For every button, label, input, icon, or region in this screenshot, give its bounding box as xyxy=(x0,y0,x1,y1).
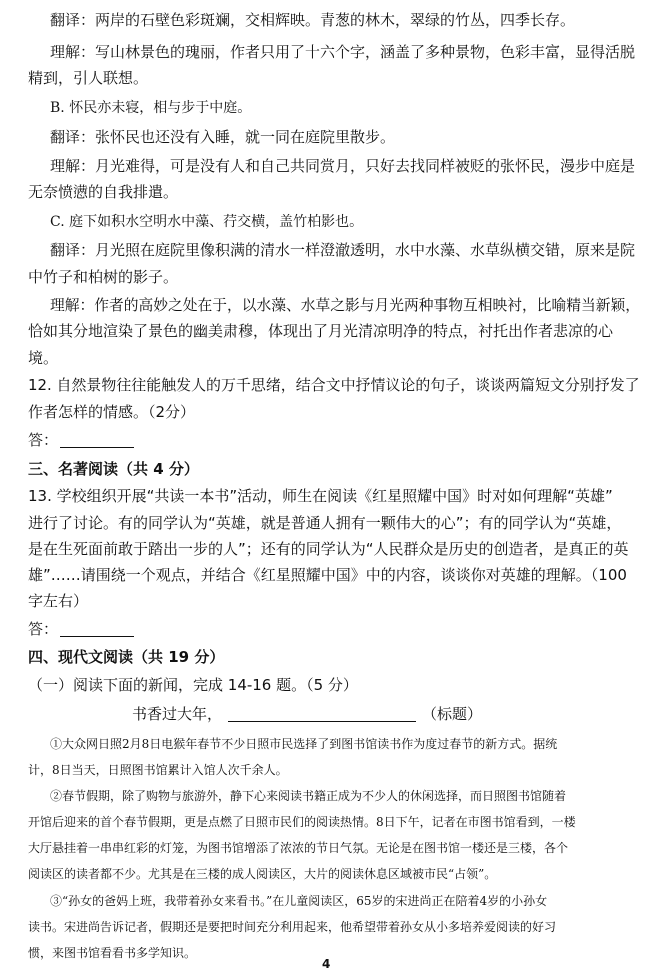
sub-section-heading: （一）阅读下面的新闻，完成 14-16 题。（5 分） xyxy=(28,676,358,694)
news-title-suffix: （标题） xyxy=(422,705,483,723)
title-blank[interactable] xyxy=(228,706,416,722)
question-text: 作者怎样的情感。（2分） xyxy=(28,403,196,421)
question-text: 13. 学校组织开展“共读一本书”活动，师生在阅读《红星照耀中国》时对如何理解“英雄” xyxy=(28,487,613,505)
analysis-line: 中竹子和柏树的影子。 xyxy=(28,268,179,286)
section-heading: 三、名著阅读（共 4 分） xyxy=(28,460,199,478)
analysis-line: 无奈愤懑的自我排遣。 xyxy=(28,183,179,201)
question-text: 是在生死面前敢于踏出一步的人”；还有的同学认为“人民群众是历史的创造者，是真正的英 xyxy=(28,540,629,558)
question-text: 字左右） xyxy=(28,592,89,610)
analysis-line: 理解：月光难得，可是没有人和自己共同赏月，只好去找同样被贬的张怀民，漫步中庭是 xyxy=(50,157,636,175)
answer-blank[interactable] xyxy=(60,621,134,637)
analysis-line: 精到，引人联想。 xyxy=(28,69,149,87)
answer-label: 答： xyxy=(28,620,59,638)
answer-row xyxy=(28,432,134,448)
news-line: 惯，来图书馆看看书多学知识。 xyxy=(28,946,197,960)
question-text: 12. 自然景物往往能触发人的万千思绪，结合文中抒情议论的句子，谈谈两篇短文分别抒发了 xyxy=(28,376,640,394)
news-line: 读书。宋进尚告诉记者，假期还是要把时间充分利用起来，他希望带着孙女从小多培养爱阅读的好习 xyxy=(28,920,557,934)
news-title-row xyxy=(132,706,482,722)
analysis-line: 理解：写山林景色的瑰丽，作者只用了十六个字，涵盖了多种景物，色彩丰富，显得活脱 xyxy=(50,43,636,61)
analysis-line: 翻译：张怀民也还没有入睡，就一同在庭院里散步。 xyxy=(50,128,396,146)
news-line: 大厅悬挂着一串串红彩的灯笼，为图书馆增添了浓浓的节日气氛。无论是在图书馆一楼还是三楼，各个 xyxy=(28,841,569,855)
question-text: 雄”……请围绕一个观点，并结合《红星照耀中国》中的内容，谈谈你对英雄的理解。（100 xyxy=(28,566,627,584)
analysis-line: 恰如其分地渲染了景色的幽美肃穆，体现出了月光清凉明净的特点，衬托出作者悲凉的心 xyxy=(28,322,614,340)
analysis-line: C. 庭下如积水空明水中藻、荇交横，盖竹柏影也。 xyxy=(50,214,364,230)
news-line: ③“孙女的爸妈上班，我带着孙女来看书。”在儿童阅读区，65岁的宋进尚正在陪着4岁的小孙女 xyxy=(50,894,548,908)
section-heading: 四、现代文阅读（共 19 分） xyxy=(28,648,225,666)
answer-row xyxy=(28,621,134,637)
analysis-line: 理解：作者的高妙之处在于，以水藻、水草之影与月光两种事物互相映衬，比喻精当新颖， xyxy=(50,296,640,314)
page-number: 4 xyxy=(322,957,331,971)
analysis-line: 翻译：两岸的石壁色彩斑斓，交相辉映。青葱的林木，翠绿的竹丛，四季长存。 xyxy=(50,11,576,29)
question-text: 进行了讨论。有的同学认为“英雄，就是普通人拥有一颗伟大的心”；有的同学认为“英雄， xyxy=(28,514,622,532)
news-line: 阅读区的读者都不少。尤其是在三楼的成人阅读区，大片的阅读休息区域被市民“占领”。 xyxy=(28,867,497,881)
news-line: 开馆后迎来的首个春节假期，更是点燃了日照市民们的阅读热情。8日下午，记者在市图书馆看到，一楼 xyxy=(28,815,576,829)
analysis-line: B. 怀民亦未寝，相与步于中庭。 xyxy=(50,100,252,116)
answer-blank[interactable] xyxy=(60,432,134,448)
news-line: 计，8日当天，日照图书馆累计入馆人次千余人。 xyxy=(28,763,288,777)
news-title-prefix: 书香过大年， xyxy=(132,705,223,723)
news-line: ②春节假期，除了购物与旅游外，静下心来阅读书籍正成为不少人的休闲选择，而日照图书馆随着 xyxy=(50,789,567,803)
answer-label: 答： xyxy=(28,431,59,449)
news-line: ①大众网日照2月8日电猴年春节不少日照市民选择了到图书馆读书作为度过春节的新方式。据统 xyxy=(50,737,558,751)
analysis-line: 境。 xyxy=(28,349,59,367)
analysis-line: 翻译：月光照在庭院里像积满的清水一样澄澈透明，水中水藻、水草纵横交错，原来是院 xyxy=(50,241,636,259)
